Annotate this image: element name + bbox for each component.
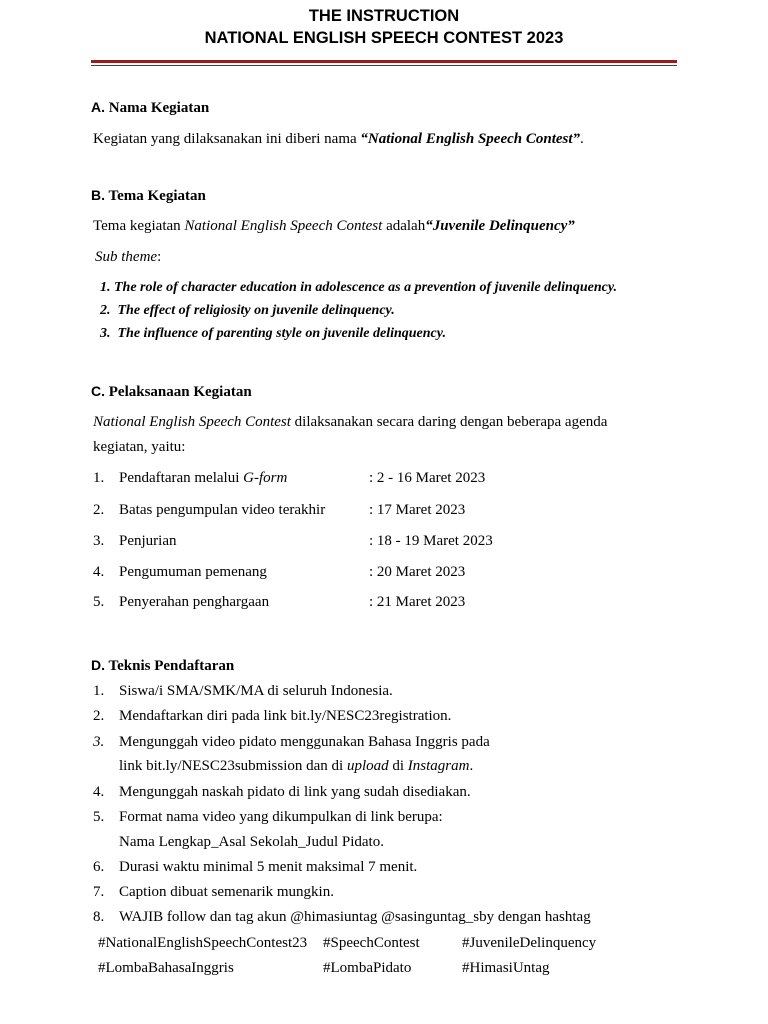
list-item-number: 6.	[93, 859, 105, 875]
document-subtitle: NATIONAL ENGLISH SPEECH CONTEST 2023	[204, 29, 564, 47]
list-item-number: 1.	[93, 683, 105, 699]
hashtag: #HimasiUntag	[462, 960, 550, 976]
list-item-number: 4.	[93, 784, 105, 800]
agenda-item-date: : 17 Maret 2023	[369, 502, 466, 518]
section-c-intro-line2: kegiatan, yaitu:	[93, 439, 186, 455]
agenda-item-label: Batas pengumpulan video terakhir	[119, 502, 326, 518]
section-b-theme: Tema kegiatan National English Speech Contest adalah“Juvenile Delinquency”	[93, 218, 575, 234]
sub-theme-item: 2. The effect of religiosity on juvenile delinquency.	[100, 303, 395, 318]
agenda-item-number: 5.	[93, 594, 105, 610]
hashtag: #SpeechContest	[323, 935, 420, 951]
agenda-item-date: : 18 - 19 Maret 2023	[369, 533, 493, 549]
section-c-intro: National English Speech Contest dilaksanakan secara daring dengan beberapa agenda	[93, 414, 608, 430]
section-a-text: Kegiatan yang dilaksanakan ini diberi nama “National English Speech Contest”.	[93, 131, 584, 147]
header-rule-thick	[91, 60, 677, 63]
list-item: Format nama video yang dikumpulkan di link berupa:	[119, 809, 443, 825]
hashtag: #LombaBahasaInggris	[98, 960, 234, 976]
agenda-item-date: : 2 - 16 Maret 2023	[369, 470, 486, 486]
agenda-item-label: Penyerahan penghargaan	[119, 594, 270, 610]
section-d-heading: D. Teknis Pendaftaran	[91, 657, 235, 674]
hashtag: #LombaPidato	[323, 960, 412, 976]
section-b-heading: B. Tema Kegiatan	[91, 187, 206, 204]
list-item: Caption dibuat semenarik mungkin.	[119, 884, 334, 900]
section-a-heading: A. Nama Kegiatan	[91, 99, 210, 116]
list-item: Mendaftarkan diri pada link bit.ly/NESC23registration.	[119, 708, 452, 724]
list-item-continuation: link bit.ly/NESC23submission dan di upload di Instagram.	[119, 758, 474, 774]
list-item-number: 8.	[93, 909, 105, 925]
list-item-continuation: Nama Lengkap_Asal Sekolah_Judul Pidato.	[119, 834, 384, 850]
list-item-number: 2.	[93, 708, 105, 724]
header-rule-thin	[91, 65, 677, 66]
list-item: Mengunggah video pidato menggunakan Bahasa Inggris pada	[119, 734, 490, 750]
sub-theme-label: Sub theme:	[95, 249, 162, 265]
hashtag: #NationalEnglishSpeechContest23	[98, 935, 308, 951]
document-title: THE INSTRUCTION	[308, 7, 460, 25]
agenda-item-number: 4.	[93, 564, 105, 580]
sub-theme-item: 3. The influence of parenting style on juvenile delinquency.	[100, 326, 446, 341]
list-item-number: 3.	[93, 734, 105, 750]
agenda-item-number: 3.	[93, 533, 105, 549]
list-item-number: 5.	[93, 809, 105, 825]
list-item: Mengunggah naskah pidato di link yang sudah disediakan.	[119, 784, 471, 800]
list-item: Durasi waktu minimal 5 menit maksimal 7 menit.	[119, 859, 418, 875]
agenda-item-label: Penjurian	[119, 533, 177, 549]
list-item-number: 7.	[93, 884, 105, 900]
agenda-item-date: : 21 Maret 2023	[369, 594, 466, 610]
agenda-item-number: 1.	[93, 470, 105, 486]
hashtag: #JuvenileDelinquency	[462, 935, 597, 951]
section-c-heading: C. Pelaksanaan Kegiatan	[91, 383, 252, 400]
agenda-item-date: : 20 Maret 2023	[369, 564, 466, 580]
list-item: WAJIB follow dan tag akun @himasiuntag @sasinguntag_sby dengan hashtag	[119, 909, 591, 925]
agenda-item-number: 2.	[93, 502, 105, 518]
agenda-item-label: Pengumuman pemenang	[119, 564, 267, 580]
list-item: Siswa/i SMA/SMK/MA di seluruh Indonesia.	[119, 683, 393, 699]
agenda-item-label: Pendaftaran melalui G-form	[119, 470, 288, 486]
sub-theme-item: 1. The role of character education in adolescence as a prevention of juvenile delinquency.	[100, 280, 618, 295]
